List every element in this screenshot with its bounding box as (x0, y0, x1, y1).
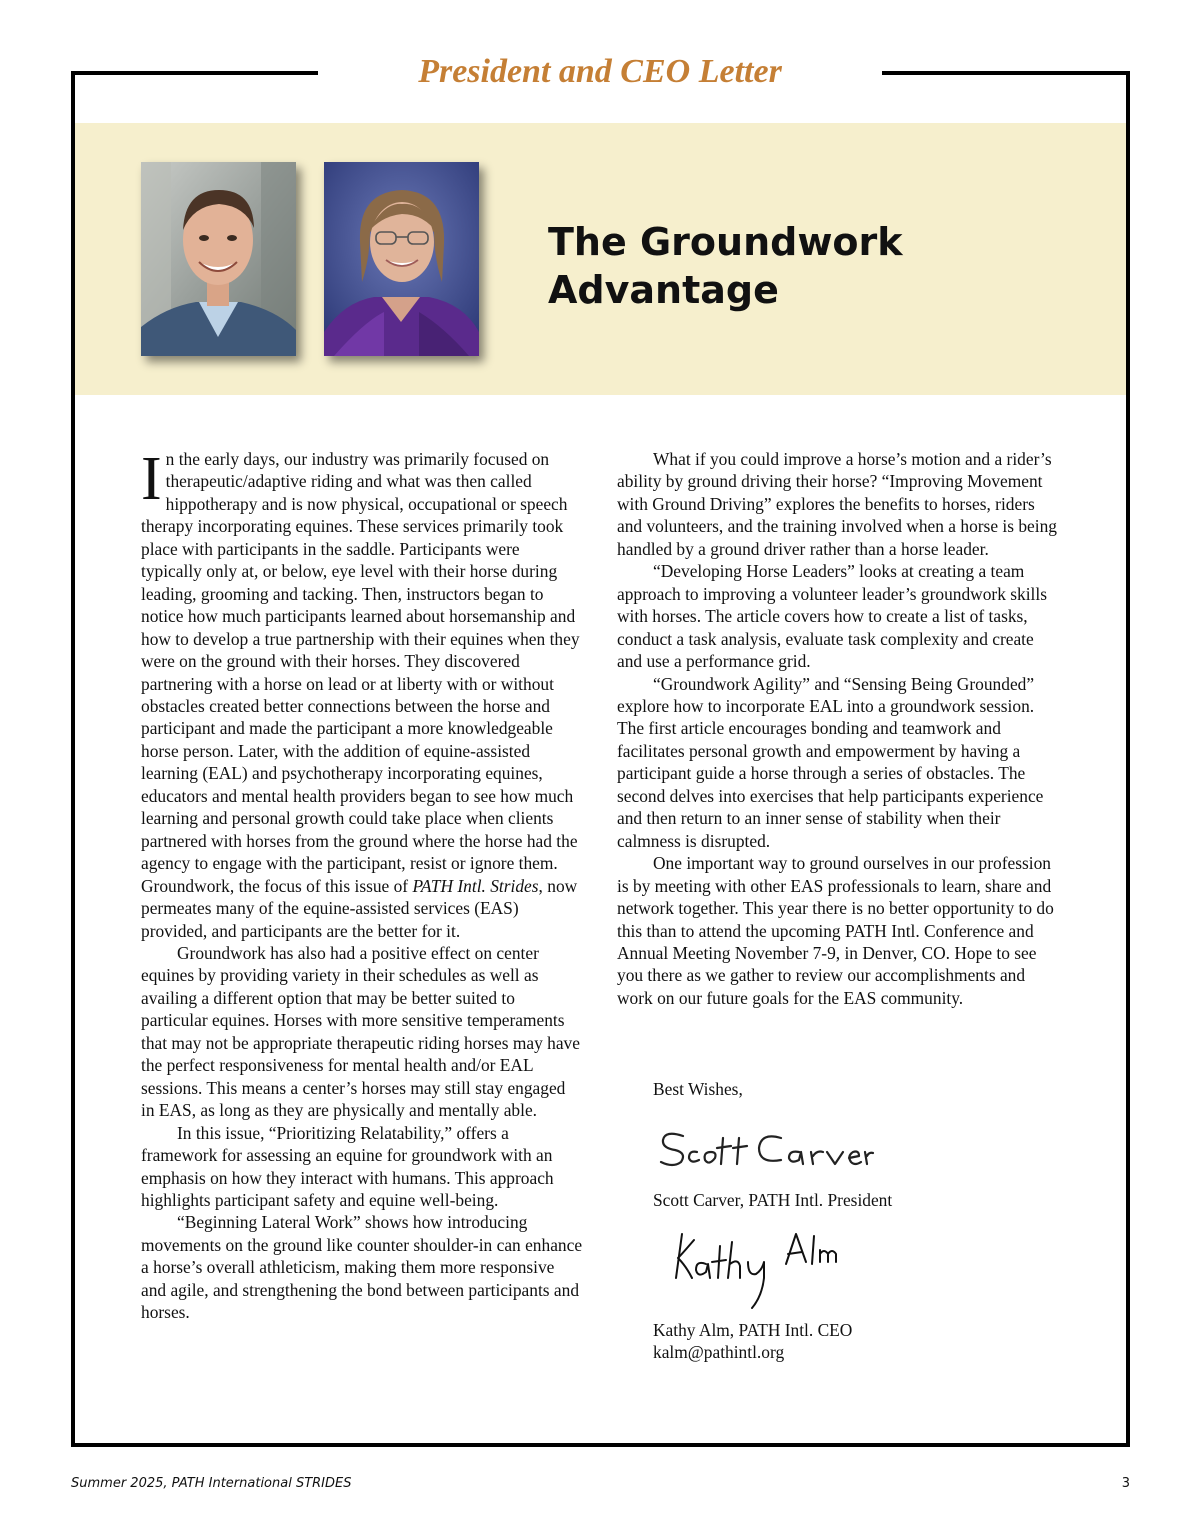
publication-title: PATH Intl. Strides (412, 875, 539, 896)
footer-publication: Summer 2025, PATH International STRIDES (71, 1476, 352, 1491)
paragraph: “Groundwork Agility” and “Sensing Being Grounded” explore how to incorporate EAL into a groundwork session. The first article encourages bonding and teamwork and facilitates personal growth and empowerment by having a participant guide a horse through a series of obstacles. The second delves into exercises that help participants experience and then return to an inner sense of stability when their calmness is disrupted. (617, 673, 1044, 851)
signatory-name-2: Kathy Alm, PATH Intl. CEO (653, 1320, 853, 1340)
paragraph: One important way to ground ourselves in our profession is by meeting with other EAS professionals to learn, share and network together. This year there is no better opportunity to do this than to attend the upcoming PATH Intl. Conference and Annual Meeting November 7-9, in Denver, CO. Hope to see you there as we gather to review our accomplishments and work on our future goals for the EAS community. (617, 853, 1054, 1008)
portrait-kathy-alm (324, 162, 479, 356)
paragraph: “Beginning Lateral Work” shows how introducing movements on the ground like counter shoulder-in can enhance a horse’s overall athleticism, making them more responsive and agile, and strengthening the bond between participants and horses. (141, 1212, 583, 1323)
paragraph-text: n the early days, our industry was primarily focused on therapeutic/adaptive riding and what was then called hippotherapy and is now physical, occupational or speech therapy incorporating equines. These services primarily took place with participants in the saddle. Participants were typically only at, or below, eye level with their horse during leading, grooming and tacking. Then, instructors began to notice how much participants learned about horsemanship and how to develop a true partnership with their equines when they were on the ground with their horses. They discovered partnering with a horse on lead or at liberty with or without obstacles created better connections between the horse and participant and made the participant a more knowledgeable horse person. Later, with the addition of equine-assisted learning (EAL) and psychotherapy incorporating equines, educators and mental health providers began to see how much learning and personal growth could take place when clients partnered with horses from the ground where the horse had the agency to engage with the participant, resist or ignore them. Groundwork, the focus of this issue of (141, 449, 580, 896)
signatory-name-1: Scott Carver, PATH Intl. President (653, 1190, 893, 1210)
signatory-email: kalm@pathintl.org (653, 1342, 785, 1362)
portrait-kathy-alm-image (324, 162, 479, 356)
article-headline (548, 218, 1068, 314)
portrait-scott-carver-image (141, 162, 296, 356)
signature-kathy-alm (668, 1226, 848, 1310)
signature-scott-carver (655, 1124, 875, 1174)
page-number: 3 (1121, 1476, 1130, 1491)
portrait-scott-carver (141, 162, 296, 356)
paragraph: In this issue, “Prioritizing Relatability,” offers a framework for assessing an equine for groundwork with an emphasis on how they interact with humans. This approach highlights participant safety and equine well-being. (141, 1122, 554, 1210)
paragraph (141, 445, 583, 942)
salutation: Best Wishes, (653, 1079, 743, 1099)
right-column (617, 448, 1063, 1009)
headline-line-1: The Groundwork (548, 220, 903, 264)
paragraph-text: , now permeates many of the equine-assisted services (EAS) provided, and participants are the better for it. (141, 875, 578, 941)
section-title: President and CEO Letter (418, 53, 782, 90)
left-column (141, 445, 583, 1324)
paragraph: “Developing Horse Leaders” looks at creating a team approach to improving a volunteer leader’s groundwork skills with horses. The article covers how to create a list of tasks, conduct a task analysis, evaluate task complexity and create and use a performance grid. (617, 561, 1047, 672)
headline-line-2: Advantage (548, 268, 779, 312)
drop-cap: I (141, 445, 162, 513)
paragraph: What if you could improve a horse’s motion and a rider’s ability by ground driving their horse? “Improving Movement with Ground Driving” explores the benefits to horses, riders and volunteers, and the training involved when a horse is being handled by a ground driver rather than a horse leader. (617, 449, 1057, 559)
paragraph: Groundwork has also had a positive effect on center equines by providing variety in their schedules as well as availing a different option that may be better suited to particular equines. Horses with more sensitive temperaments that may not be appropriate therapeutic riding horses may have the perfect responsiveness for mental health and/or EAL sessions. This means a center’s horses may still stay engaged in EAS, as long as they are physically and mentally able. (141, 942, 580, 1121)
